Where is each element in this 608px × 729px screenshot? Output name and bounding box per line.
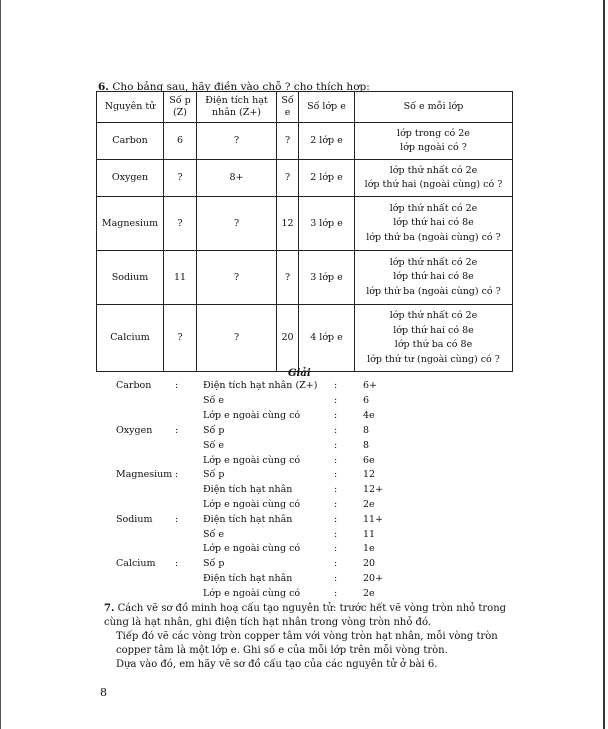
solution-value: 6+ bbox=[363, 380, 378, 391]
question-7-paragraph-1 bbox=[104, 602, 518, 630]
layer-line: lớp thứ nhất có 2e bbox=[389, 310, 478, 321]
solution-element-name: Oxygen bbox=[116, 425, 153, 436]
solution-label: Điện tích hạt nhân (Z+) bbox=[203, 380, 318, 391]
table-row bbox=[97, 197, 513, 251]
solution-colon: : bbox=[175, 380, 179, 391]
cell-electrons: 12 bbox=[277, 197, 299, 251]
layer-line: lớp thứ nhất có 2e bbox=[389, 164, 478, 176]
header-protons-line1: Số p bbox=[169, 95, 191, 106]
solution-value: 6e bbox=[363, 455, 375, 466]
table-row bbox=[97, 123, 513, 160]
layer-line: lớp thứ hai có 8e bbox=[393, 324, 474, 336]
solution-value: 8 bbox=[363, 440, 370, 451]
solution-label: Số p bbox=[203, 425, 225, 436]
solution-value: 8 bbox=[363, 425, 370, 436]
cell-layers: 2 lớp e bbox=[299, 160, 355, 197]
solution-label: Lớp e ngoài cùng có bbox=[203, 410, 301, 421]
solution-value: 1e bbox=[363, 543, 375, 554]
header-charge-line1: Điện tích hạt bbox=[205, 95, 268, 106]
table-header-row bbox=[97, 92, 513, 123]
solution-label: Số e bbox=[203, 395, 224, 406]
solution-element-name: Sodium bbox=[116, 514, 153, 525]
header-charge-line2: nhân (Z+) bbox=[211, 107, 261, 118]
header-per-layer: Số e mỗi lớp bbox=[355, 92, 513, 123]
page-edge-left bbox=[0, 0, 1, 729]
header-charge bbox=[197, 92, 277, 123]
layer-line: lớp thứ ba (ngoài cùng) có ? bbox=[366, 231, 501, 243]
cell-per-layer bbox=[355, 251, 513, 305]
cell-charge: ? bbox=[197, 197, 277, 251]
cell-element: Calcium bbox=[97, 305, 164, 372]
cell-per-layer bbox=[355, 197, 513, 251]
solution-element-name: Calcium bbox=[116, 558, 156, 569]
layer-line: lớp thứ nhất có 2e bbox=[389, 202, 478, 214]
solution-colon: : bbox=[334, 440, 338, 451]
table-row bbox=[97, 251, 513, 305]
solution-colon: : bbox=[334, 484, 338, 495]
question-7-paragraph-3: Dựa vào đó, em hãy vẽ sơ đồ cấu tạo của các nguyên tử ở bài 6. bbox=[116, 659, 438, 670]
solution-element-name: Carbon bbox=[116, 380, 152, 391]
layer-line: lớp thứ hai có 8e bbox=[393, 271, 474, 283]
solution-colon: : bbox=[334, 588, 338, 599]
solution-colon: : bbox=[334, 380, 338, 391]
cell-per-layer bbox=[355, 305, 513, 372]
solution-value: 11 bbox=[363, 529, 376, 540]
solution-colon: : bbox=[175, 514, 179, 525]
question-7-number: 7. bbox=[104, 603, 115, 614]
header-layers: Số lớp e bbox=[299, 92, 355, 123]
question-7-text-1: Cách vẽ sơ đồ minh hoạ cấu tạo nguyên tử: trước hết vẽ vòng tròn nhỏ trong cùng là hạt nhân, ghi điện tích hạt nhân trong vòng tròn nhỏ đó. bbox=[104, 603, 507, 628]
cell-charge: ? bbox=[197, 123, 277, 160]
solution-colon: : bbox=[175, 469, 179, 480]
layer-line: lớp trong có 2e bbox=[397, 127, 470, 139]
question-6-prompt: Cho bảng sau, hãy điền vào chỗ ? cho thích hợp: bbox=[112, 81, 370, 93]
solution-label: Số p bbox=[203, 558, 225, 569]
cell-electrons: ? bbox=[277, 160, 299, 197]
solution-label: Số e bbox=[203, 440, 224, 451]
layer-line: lớp thứ ba có 8e bbox=[394, 339, 473, 350]
table-row bbox=[97, 305, 513, 372]
solution-label: Lớp e ngoài cùng có bbox=[203, 499, 301, 510]
solution-colon: : bbox=[334, 573, 338, 584]
layer-line: lớp ngoài có ? bbox=[400, 142, 467, 153]
solution-colon: : bbox=[334, 455, 338, 466]
cell-per-layer bbox=[355, 160, 513, 197]
solution-colon: : bbox=[334, 499, 338, 510]
cell-electrons: ? bbox=[277, 123, 299, 160]
solution-colon: : bbox=[334, 395, 338, 406]
question-7-paragraph-2: Tiếp đó vẽ các vòng tròn copper tâm với vòng tròn hạt nhân, mỗi vòng tròn copper tâm là một lớp e. Ghi số e của mỗi lớp trên mỗi vòng tròn. bbox=[116, 631, 498, 656]
solution-colon: : bbox=[334, 529, 338, 540]
cell-layers: 3 lớp e bbox=[299, 251, 355, 305]
cell-element: Carbon bbox=[97, 123, 164, 160]
cell-electrons: 20 bbox=[277, 305, 299, 372]
solution-value: 6 bbox=[363, 395, 370, 406]
header-element: Nguyên tử bbox=[97, 92, 164, 123]
solution-colon: : bbox=[334, 558, 338, 569]
solution-label: Lớp e ngoài cùng có bbox=[203, 543, 301, 554]
cell-element: Magnesium bbox=[97, 197, 164, 251]
cell-protons: 6 bbox=[164, 123, 197, 160]
solution-element-name: Magnesium bbox=[116, 469, 173, 480]
solution-label: Điện tích hạt nhân bbox=[203, 484, 293, 495]
cell-per-layer bbox=[355, 123, 513, 160]
cell-layers: 2 lớp e bbox=[299, 123, 355, 160]
header-electrons-line1: Số bbox=[281, 95, 294, 106]
solution-value: 12+ bbox=[363, 484, 384, 495]
cell-protons: 11 bbox=[164, 251, 197, 305]
page-number: 8 bbox=[100, 686, 107, 699]
header-electrons-line2: e bbox=[284, 107, 291, 118]
cell-charge: 8+ bbox=[197, 160, 277, 197]
solution-label: Điện tích hạt nhân bbox=[203, 514, 293, 525]
cell-protons: ? bbox=[164, 305, 197, 372]
solution-value: 20 bbox=[363, 558, 376, 569]
atom-table bbox=[96, 91, 513, 372]
solution-value: 20+ bbox=[363, 573, 384, 584]
layer-line: lớp thứ nhất có 2e bbox=[389, 256, 478, 268]
solution-colon: : bbox=[175, 558, 179, 569]
cell-protons: ? bbox=[164, 160, 197, 197]
page-edge-right bbox=[603, 0, 605, 729]
solution-value: 11+ bbox=[363, 514, 384, 525]
solution-colon: : bbox=[334, 410, 338, 421]
cell-electrons: ? bbox=[277, 251, 299, 305]
solution-value: 12 bbox=[363, 469, 376, 480]
cell-protons: ? bbox=[164, 197, 197, 251]
layer-line: lớp thứ ba (ngoài cùng) có ? bbox=[366, 285, 501, 297]
solution-label: Lớp e ngoài cùng có bbox=[203, 588, 301, 599]
question-7 bbox=[104, 602, 518, 672]
table-row bbox=[97, 160, 513, 197]
cell-layers: 3 lớp e bbox=[299, 197, 355, 251]
solution-value: 2e bbox=[363, 499, 375, 510]
solution-colon: : bbox=[334, 469, 338, 480]
solution-value: 4e bbox=[363, 410, 375, 421]
cell-charge: ? bbox=[197, 251, 277, 305]
solution-title: Giải bbox=[288, 368, 311, 379]
layer-line: lớp thứ hai (ngoài cùng) có ? bbox=[364, 179, 503, 190]
solution-colon: : bbox=[334, 543, 338, 554]
cell-charge: ? bbox=[197, 305, 277, 372]
cell-element: Sodium bbox=[97, 251, 164, 305]
solution-value: 2e bbox=[363, 588, 375, 599]
cell-layers: 4 lớp e bbox=[299, 305, 355, 372]
solution-colon: : bbox=[175, 425, 179, 436]
solution-colon: : bbox=[334, 514, 338, 525]
cell-element: Oxygen bbox=[97, 160, 164, 197]
layer-line: lớp thứ hai có 8e bbox=[393, 217, 474, 229]
solution-label: Lớp e ngoài cùng có bbox=[203, 455, 301, 466]
question-6-number: 6. bbox=[98, 81, 109, 93]
header-electrons bbox=[277, 92, 299, 123]
layer-line: lớp thứ tư (ngoài cùng) có ? bbox=[367, 353, 500, 365]
header-protons-line2: (Z) bbox=[172, 107, 187, 118]
solution-label: Số p bbox=[203, 469, 225, 480]
solution-colon: : bbox=[334, 425, 338, 436]
header-protons bbox=[164, 92, 197, 123]
solution-label: Điện tích hạt nhân bbox=[203, 573, 293, 584]
solution-label: Số e bbox=[203, 529, 224, 540]
